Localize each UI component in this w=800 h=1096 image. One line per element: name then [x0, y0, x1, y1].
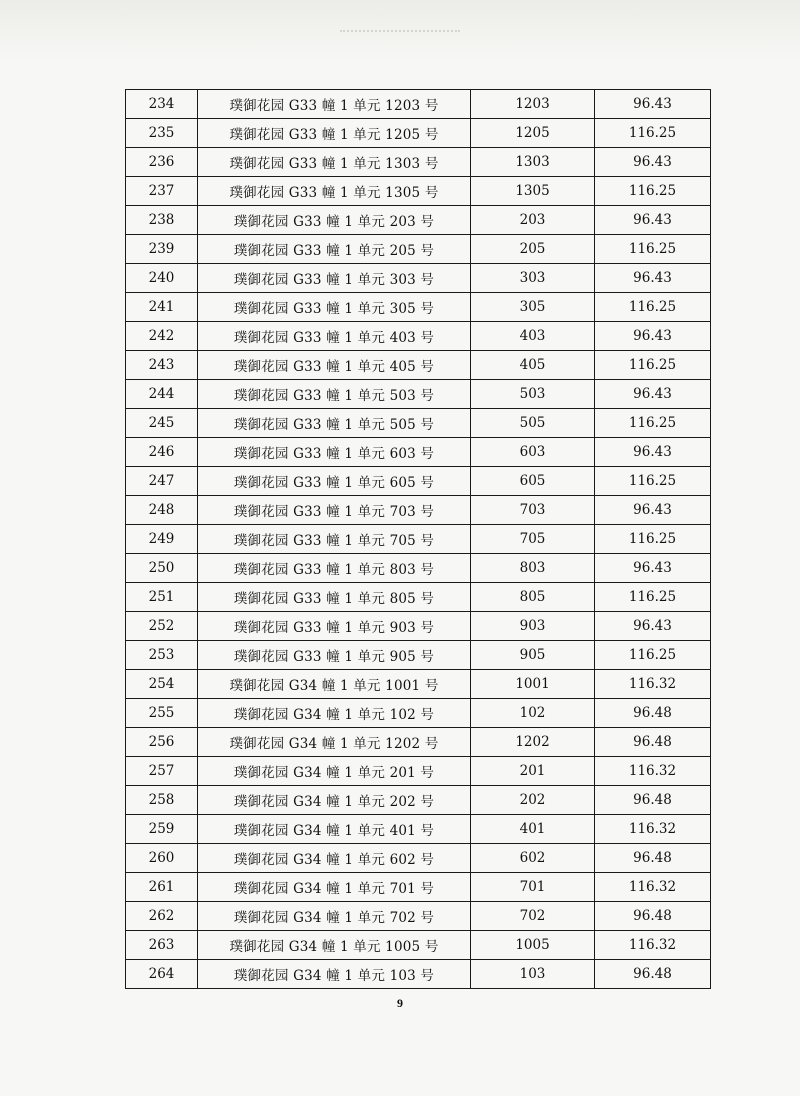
address-cell: 璞御花园 G34 幢 1 单元 602 号 — [198, 844, 471, 873]
room-number-cell: 905 — [471, 641, 595, 670]
row-index-cell: 253 — [126, 641, 198, 670]
table-row — [126, 670, 711, 699]
area-cell: 116.32 — [595, 815, 711, 844]
area-cell: 96.48 — [595, 699, 711, 728]
row-index-cell: 263 — [126, 931, 198, 960]
address-cell: 璞御花园 G33 幢 1 单元 503 号 — [198, 380, 471, 409]
row-index-cell: 244 — [126, 380, 198, 409]
table-row — [126, 119, 711, 148]
area-cell: 116.25 — [595, 235, 711, 264]
area-cell: 116.25 — [595, 467, 711, 496]
room-number-cell: 705 — [471, 525, 595, 554]
row-index-cell: 257 — [126, 757, 198, 786]
address-cell: 璞御花园 G33 幢 1 单元 803 号 — [198, 554, 471, 583]
area-cell: 96.48 — [595, 844, 711, 873]
address-cell: 璞御花园 G33 幢 1 单元 303 号 — [198, 264, 471, 293]
area-cell: 96.43 — [595, 438, 711, 467]
area-cell: 116.25 — [595, 583, 711, 612]
row-index-cell: 264 — [126, 960, 198, 989]
area-cell: 116.32 — [595, 873, 711, 902]
row-index-cell: 246 — [126, 438, 198, 467]
row-index-cell: 251 — [126, 583, 198, 612]
table-row — [126, 264, 711, 293]
row-index-cell: 236 — [126, 148, 198, 177]
address-cell: 璞御花园 G34 幢 1 单元 1005 号 — [198, 931, 471, 960]
address-cell: 璞御花园 G34 幢 1 单元 1202 号 — [198, 728, 471, 757]
table-row — [126, 815, 711, 844]
area-cell: 116.25 — [595, 293, 711, 322]
address-cell: 璞御花园 G33 幢 1 单元 1305 号 — [198, 177, 471, 206]
row-index-cell: 238 — [126, 206, 198, 235]
row-index-cell: 248 — [126, 496, 198, 525]
row-index-cell: 245 — [126, 409, 198, 438]
table-row — [126, 960, 711, 989]
address-cell: 璞御花园 G33 幢 1 单元 403 号 — [198, 322, 471, 351]
room-number-cell: 701 — [471, 873, 595, 902]
area-cell: 116.25 — [595, 119, 711, 148]
area-cell: 116.25 — [595, 177, 711, 206]
row-index-cell: 239 — [126, 235, 198, 264]
area-cell: 96.43 — [595, 612, 711, 641]
table-row — [126, 351, 711, 380]
area-cell: 96.43 — [595, 90, 711, 119]
room-number-cell: 503 — [471, 380, 595, 409]
row-index-cell: 252 — [126, 612, 198, 641]
area-cell: 116.25 — [595, 641, 711, 670]
table-body — [126, 90, 711, 989]
room-number-cell: 603 — [471, 438, 595, 467]
row-index-cell: 247 — [126, 467, 198, 496]
area-cell: 96.48 — [595, 786, 711, 815]
address-cell: 璞御花园 G34 幢 1 单元 201 号 — [198, 757, 471, 786]
room-number-cell: 1205 — [471, 119, 595, 148]
address-cell: 璞御花园 G33 幢 1 单元 903 号 — [198, 612, 471, 641]
row-index-cell: 255 — [126, 699, 198, 728]
area-cell: 116.25 — [595, 409, 711, 438]
address-cell: 璞御花园 G34 幢 1 单元 401 号 — [198, 815, 471, 844]
faded-stamp-mark — [340, 4, 460, 32]
table-row — [126, 525, 711, 554]
address-cell: 璞御花园 G33 幢 1 单元 805 号 — [198, 583, 471, 612]
address-cell: 璞御花园 G33 幢 1 单元 1303 号 — [198, 148, 471, 177]
room-number-cell: 205 — [471, 235, 595, 264]
address-cell: 璞御花园 G34 幢 1 单元 1001 号 — [198, 670, 471, 699]
row-index-cell: 242 — [126, 322, 198, 351]
room-number-cell: 702 — [471, 902, 595, 931]
area-cell: 96.43 — [595, 496, 711, 525]
room-number-cell: 1005 — [471, 931, 595, 960]
room-number-cell: 401 — [471, 815, 595, 844]
table-row — [126, 148, 711, 177]
table-row — [126, 583, 711, 612]
address-cell: 璞御花园 G33 幢 1 单元 305 号 — [198, 293, 471, 322]
room-number-cell: 803 — [471, 554, 595, 583]
table-row — [126, 728, 711, 757]
table-row — [126, 177, 711, 206]
address-cell: 璞御花园 G34 幢 1 单元 103 号 — [198, 960, 471, 989]
row-index-cell: 260 — [126, 844, 198, 873]
table-row — [126, 873, 711, 902]
row-index-cell: 250 — [126, 554, 198, 583]
table-row — [126, 786, 711, 815]
row-index-cell: 256 — [126, 728, 198, 757]
room-number-cell: 305 — [471, 293, 595, 322]
room-number-cell: 1203 — [471, 90, 595, 119]
row-index-cell: 234 — [126, 90, 198, 119]
row-index-cell: 243 — [126, 351, 198, 380]
address-cell: 璞御花园 G33 幢 1 单元 705 号 — [198, 525, 471, 554]
room-number-cell: 703 — [471, 496, 595, 525]
table-row — [126, 409, 711, 438]
table-row — [126, 757, 711, 786]
table-row — [126, 699, 711, 728]
area-cell: 96.43 — [595, 148, 711, 177]
area-cell: 116.32 — [595, 931, 711, 960]
area-cell: 96.43 — [595, 322, 711, 351]
row-index-cell: 235 — [126, 119, 198, 148]
table-row — [126, 206, 711, 235]
area-cell: 96.43 — [595, 380, 711, 409]
area-cell: 96.48 — [595, 960, 711, 989]
row-index-cell: 240 — [126, 264, 198, 293]
address-cell: 璞御花园 G33 幢 1 单元 603 号 — [198, 438, 471, 467]
table-row — [126, 467, 711, 496]
room-number-cell: 1303 — [471, 148, 595, 177]
room-number-cell: 405 — [471, 351, 595, 380]
row-index-cell: 259 — [126, 815, 198, 844]
room-number-cell: 1202 — [471, 728, 595, 757]
area-cell: 96.48 — [595, 728, 711, 757]
table-row — [126, 496, 711, 525]
address-cell: 璞御花园 G34 幢 1 单元 102 号 — [198, 699, 471, 728]
room-number-cell: 203 — [471, 206, 595, 235]
address-cell: 璞御花园 G33 幢 1 单元 505 号 — [198, 409, 471, 438]
table-row — [126, 902, 711, 931]
room-number-cell: 403 — [471, 322, 595, 351]
room-number-cell: 103 — [471, 960, 595, 989]
row-index-cell: 237 — [126, 177, 198, 206]
address-cell: 璞御花园 G33 幢 1 单元 405 号 — [198, 351, 471, 380]
table-row — [126, 90, 711, 119]
table-row — [126, 322, 711, 351]
area-cell: 96.48 — [595, 902, 711, 931]
table-row — [126, 931, 711, 960]
row-index-cell: 241 — [126, 293, 198, 322]
table-row — [126, 380, 711, 409]
table-row — [126, 554, 711, 583]
room-number-cell: 202 — [471, 786, 595, 815]
room-number-cell: 903 — [471, 612, 595, 641]
room-number-cell: 201 — [471, 757, 595, 786]
address-cell: 璞御花园 G34 幢 1 单元 701 号 — [198, 873, 471, 902]
table-row — [126, 293, 711, 322]
row-index-cell: 254 — [126, 670, 198, 699]
table-row — [126, 844, 711, 873]
room-number-cell: 1001 — [471, 670, 595, 699]
room-number-cell: 1305 — [471, 177, 595, 206]
room-number-cell: 102 — [471, 699, 595, 728]
room-number-cell: 602 — [471, 844, 595, 873]
address-cell: 璞御花园 G33 幢 1 单元 1203 号 — [198, 90, 471, 119]
table-row — [126, 612, 711, 641]
address-cell: 璞御花园 G33 幢 1 单元 1205 号 — [198, 119, 471, 148]
area-cell: 116.25 — [595, 351, 711, 380]
area-cell: 96.43 — [595, 264, 711, 293]
address-cell: 璞御花园 G33 幢 1 单元 605 号 — [198, 467, 471, 496]
address-cell: 璞御花园 G34 幢 1 单元 202 号 — [198, 786, 471, 815]
address-cell: 璞御花园 G33 幢 1 单元 905 号 — [198, 641, 471, 670]
row-index-cell: 262 — [126, 902, 198, 931]
address-cell: 璞御花园 G33 幢 1 单元 205 号 — [198, 235, 471, 264]
row-index-cell: 261 — [126, 873, 198, 902]
area-cell: 116.25 — [595, 525, 711, 554]
room-number-cell: 805 — [471, 583, 595, 612]
area-cell: 116.32 — [595, 670, 711, 699]
room-number-cell: 505 — [471, 409, 595, 438]
address-cell: 璞御花园 G33 幢 1 单元 203 号 — [198, 206, 471, 235]
table-row — [126, 438, 711, 467]
room-number-cell: 303 — [471, 264, 595, 293]
area-cell: 96.43 — [595, 554, 711, 583]
page-number: 9 — [397, 996, 403, 1010]
area-cell: 96.43 — [595, 206, 711, 235]
area-cell: 116.32 — [595, 757, 711, 786]
unit-area-table — [125, 89, 711, 989]
room-number-cell: 605 — [471, 467, 595, 496]
table-row — [126, 235, 711, 264]
row-index-cell: 258 — [126, 786, 198, 815]
row-index-cell: 249 — [126, 525, 198, 554]
address-cell: 璞御花园 G34 幢 1 单元 702 号 — [198, 902, 471, 931]
address-cell: 璞御花园 G33 幢 1 单元 703 号 — [198, 496, 471, 525]
table-row — [126, 641, 711, 670]
